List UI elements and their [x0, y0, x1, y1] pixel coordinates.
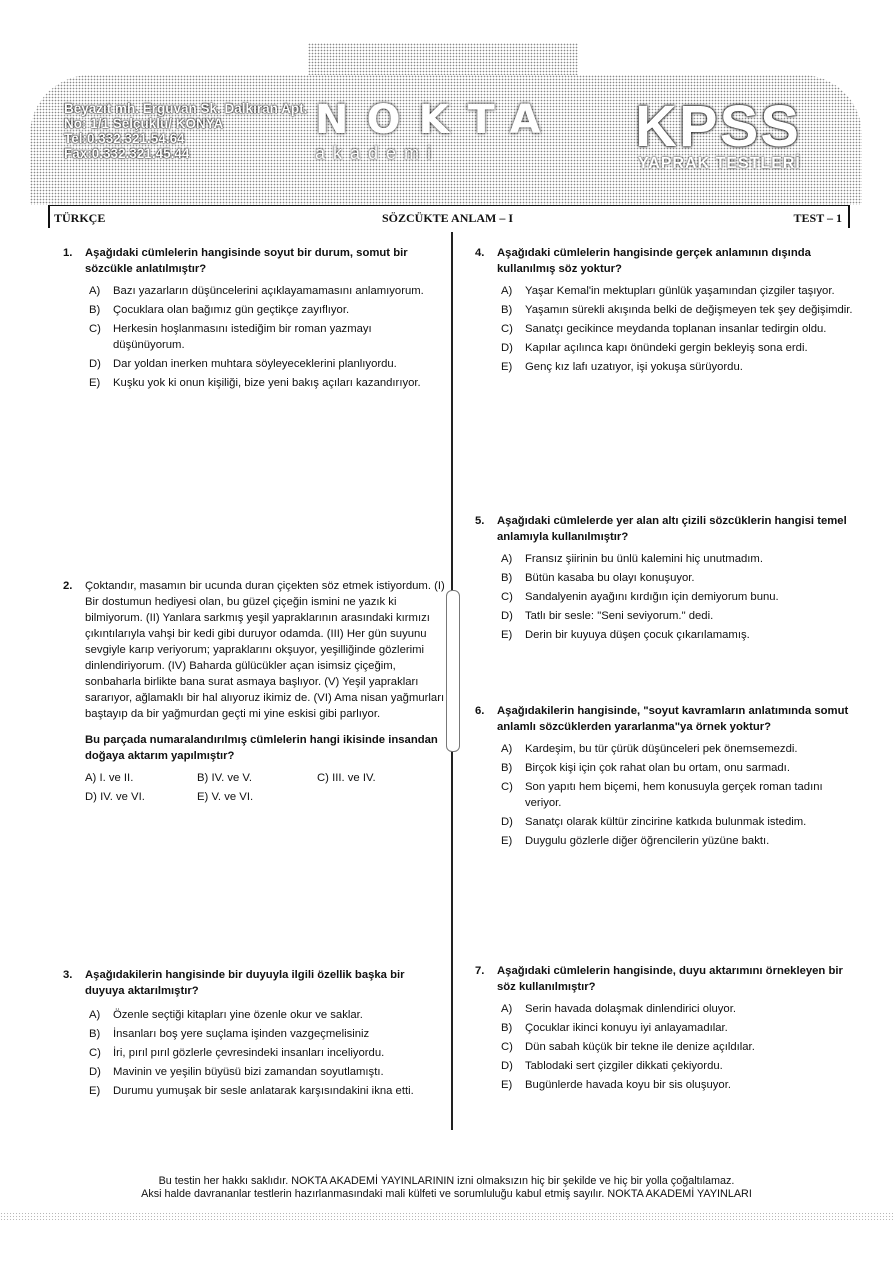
option-d[interactable] [497, 1058, 857, 1074]
option-letter: A) [85, 772, 97, 784]
question-7 [467, 963, 857, 1093]
option-letter: A) [501, 743, 513, 755]
footer-line-2: Aksi halde davrananlar testlerin hazırlanmasındaki mali külfeti ve sorumluluğu kabul etmiş sayılır. NOKTA AKADEMİ YAYINLARI [141, 1188, 752, 1200]
question-2 [55, 578, 445, 805]
question-stem: Aşağıdaki cümlelerin hangisinde gerçek anlamının dışında kullanılmış söz yoktur? [497, 247, 811, 275]
option-letter: E) [197, 791, 209, 803]
question-number: 7. [475, 965, 485, 977]
option-letter: D) [89, 1066, 101, 1078]
footer-line-1: Bu testin her hakkı saklıdır. NOKTA AKADEMİ YAYINLARININ izni olmaksızın hiç bir şekilde ve hiç bir yolla çoğaltılamaz. [158, 1175, 735, 1187]
option-letter: C) [501, 781, 513, 793]
question-paragraph: Çoktandır, masamın bir ucunda duran çiçekten söz etmek istiyordum. (I) Bir dostumun hediyesi olan, bu güzel çiçeğin ismini ne yazık ki bilmiyorum. (II) Yanlara sarkmış yeşil yapraklarının arasındaki kırmızı çıkıntılarıyla vahşi bir kedi gibi duruyor odamda. (III) Her gün suyunu sevgiyle karıp veriyorum; yapraklarını okşuyor, yeşilliğinde gözlerimi dinlendiriyorum. (IV) Baharda gülücükler açan isimsiz çiçeğim, sonbaharla birlikte bana surat asmaya başlıyor. (V) Yeşil yaprakları sararıyor, ağlamaklı bir hal alıyoruz ikimiz de. (VI) Ama nisan yağmurları baştayıp da bir yağmurdan geçti mi yine eskisi gibi parlıyor. [85, 580, 445, 720]
copyright-footer [0, 1175, 893, 1201]
question-number: 2. [63, 580, 73, 592]
option-text: Son yapıtı hem biçemi, hem konusuyla gerçek roman tadını veriyor. [525, 781, 823, 809]
option-letter: D) [89, 358, 101, 370]
option-letter: D) [501, 816, 513, 828]
option-letter: B) [501, 1022, 513, 1034]
option-e[interactable] [497, 627, 857, 643]
option-b[interactable] [197, 770, 317, 786]
option-e[interactable] [497, 359, 857, 375]
nokta-logo-subtitle: akademi [315, 143, 440, 163]
option-e[interactable] [497, 1077, 857, 1093]
option-letter: B) [89, 304, 101, 316]
divider-ornament [446, 590, 460, 752]
option-c[interactable] [85, 321, 445, 353]
subject-label: TÜRKÇE [54, 211, 106, 225]
option-text: Özenle seçtiği kitapları yine özenle okur ve saklar. [113, 1009, 363, 1021]
question-stem: Aşağıdakilerin hangisinde, "soyut kavramların anlatımında somut anlamlı sözcüklerden yararlanma"ya örnek yoktur? [497, 705, 849, 733]
option-c[interactable] [497, 1039, 857, 1055]
option-letter: C) [501, 1041, 513, 1053]
option-a[interactable] [497, 741, 857, 757]
option-c[interactable] [497, 779, 857, 811]
option-text: Tablodaki sert çizgiler dikkati çekiyordu. [525, 1060, 723, 1072]
option-text: Çocuklara olan bağımız gün geçtikçe zayıflıyor. [113, 304, 350, 316]
option-d[interactable] [85, 356, 445, 372]
option-text: Sanatçı olarak kültür zincirine katkıda bulunmak istedim. [525, 816, 807, 828]
option-b[interactable] [497, 570, 857, 586]
option-text: III. ve IV. [332, 772, 376, 784]
question-3 [55, 967, 445, 1099]
option-c[interactable] [497, 321, 857, 337]
test-title-bar [48, 205, 850, 228]
option-text: Serin havada dolaşmak dinlendirici oluyor. [525, 1003, 736, 1015]
option-e[interactable] [497, 833, 857, 849]
option-a[interactable] [497, 283, 857, 299]
option-text: Duygulu gözlerle diğer öğrencilerin yüzüne baktı. [525, 835, 770, 847]
option-text: Kuşku yok ki onun kişiliği, bize yeni bakış açıları kazandırıyor. [113, 377, 421, 389]
option-b[interactable] [85, 302, 445, 318]
question-number: 3. [63, 969, 73, 981]
option-d[interactable] [497, 340, 857, 356]
option-letter: B) [501, 762, 513, 774]
option-letter: C) [501, 591, 513, 603]
question-stem: Bu parçada numaralandırılmış cümlelerin hangi ikisinde insandan doğaya aktarım yapılmıştır? [85, 734, 438, 762]
option-d[interactable] [85, 789, 197, 805]
option-text: İri, pırıl pırıl gözlerle çevresindeki insanları inceliyordu. [113, 1047, 385, 1059]
option-a[interactable] [85, 770, 197, 786]
footer-dotted-strip [0, 1212, 893, 1220]
option-e[interactable] [85, 375, 445, 391]
option-text: V. ve VI. [211, 791, 254, 803]
publisher-contact [64, 101, 307, 161]
option-text: Bazı yazarların düşüncelerini açıklayamamasını anlamıyorum. [113, 285, 424, 297]
option-letter: C) [89, 323, 101, 335]
option-d[interactable] [85, 1064, 445, 1080]
option-a[interactable] [497, 551, 857, 567]
option-text: Dün sabah küçük bir tekne ile denize açıldılar. [525, 1041, 755, 1053]
question-stem: Aşağıdaki cümlelerde yer alan altı çizili sözcüklerin hangisi temel anlamıyla kullanılmıştır? [497, 515, 847, 543]
option-a[interactable] [497, 1001, 857, 1017]
option-text: Çocuklar ikinci konuyu iyi anlayamadılar. [525, 1022, 728, 1034]
question-number: 1. [63, 247, 73, 259]
option-c[interactable] [317, 770, 437, 786]
option-text: IV. ve VI. [100, 791, 145, 803]
option-e[interactable] [197, 789, 317, 805]
option-b[interactable] [497, 760, 857, 776]
option-text: Bütün kasaba bu olayı konuşuyor. [525, 572, 695, 584]
question-number: 5. [475, 515, 485, 527]
option-letter: D) [501, 1060, 513, 1072]
option-letter: B) [501, 572, 513, 584]
publisher-address-line1: Beyazıt mh. Erguvan Sk. Dalkıran Apt. [64, 101, 308, 116]
option-letter: A) [501, 1003, 513, 1015]
option-text: I. ve II. [99, 772, 134, 784]
option-letter: E) [501, 629, 513, 641]
option-text: Tatlı bir sesle: "Seni seviyorum." dedi. [525, 610, 714, 622]
question-stem: Aşağıdaki cümlelerin hangisinde, duyu aktarımını örnekleyen bir söz kullanılmıştır? [497, 965, 843, 993]
option-letter: A) [501, 553, 513, 565]
option-c[interactable] [85, 1045, 445, 1061]
option-e[interactable] [85, 1083, 445, 1099]
page-header [30, 35, 862, 205]
question-stem: Aşağıdaki cümlelerin hangisinde soyut bir durum, somut bir sözcükle anlatılmıştır? [85, 247, 408, 275]
question-number: 6. [475, 705, 485, 717]
option-letter: B) [501, 304, 513, 316]
question-5 [467, 513, 857, 643]
option-text: Bugünlerde havada koyu bir sis oluşuyor. [525, 1079, 731, 1091]
option-letter: E) [501, 1079, 513, 1091]
test-topic: SÖZCÜKTE ANLAM – I [382, 211, 514, 225]
option-text: Sandalyenin ayağını kırdığın için demiyorum bunu. [525, 591, 779, 603]
option-letter: A) [501, 285, 513, 297]
option-a[interactable] [85, 283, 445, 299]
question-number: 4. [475, 247, 485, 259]
option-text: Durumu yumuşak bir sesle anlatarak karşısındakini ikna etti. [113, 1085, 414, 1097]
option-letter: E) [89, 1085, 101, 1097]
option-text: Derin bir kuyuya düşen çocuk çıkarılamamış. [525, 629, 750, 641]
option-text: Birçok kişi için çok rahat olan bu ortam, onu sarmadı. [525, 762, 790, 774]
question-stem: Aşağıdakilerin hangisinde bir duyuyla ilgili özellik başka bir duyuya aktarılmıştır? [85, 969, 405, 997]
option-c[interactable] [497, 589, 857, 605]
option-d[interactable] [497, 608, 857, 624]
option-letter: D) [501, 610, 513, 622]
nokta-logo: NOKTA [315, 97, 559, 143]
option-b[interactable] [497, 1020, 857, 1036]
option-text: Kardeşim, bu tür çürük düşünceleri pek önemsemezdi. [525, 743, 798, 755]
option-letter: D) [85, 791, 97, 803]
option-text: Dar yoldan inerken muhtara söyleyeceklerini planlıyordu. [113, 358, 397, 370]
test-number: TEST – 1 [793, 211, 842, 225]
option-text: Genç kız lafı uzatıyor, işi yokuşa sürüyordu. [525, 361, 743, 373]
option-letter: B) [197, 772, 209, 784]
option-letter: C) [317, 772, 329, 784]
option-d[interactable] [497, 814, 857, 830]
publisher-fax: Fax:0.332.321.45.44 [64, 146, 190, 161]
option-text: IV. ve V. [211, 772, 253, 784]
publisher-phone: Tel:0.332.321.54.64 [64, 131, 185, 146]
option-text: Fransız şiirinin bu ünlü kalemini hiç unutmadım. [525, 553, 763, 565]
option-text: Kapılar açılınca kapı önündeki gergin bekleyiş sona erdi. [525, 342, 808, 354]
option-b[interactable] [497, 302, 857, 318]
option-letter: D) [501, 342, 513, 354]
option-letter: A) [89, 285, 101, 297]
option-text: İnsanları boş yere suçlama işinden vazgeçmelisiniz [113, 1028, 370, 1040]
question-4 [467, 245, 857, 375]
question-1 [55, 245, 445, 391]
kpss-brand-subtitle: YAPRAK TESTLERİ [638, 155, 801, 172]
option-letter: B) [89, 1028, 101, 1040]
option-letter: C) [501, 323, 513, 335]
option-a[interactable] [85, 1007, 445, 1023]
option-b[interactable] [85, 1026, 445, 1042]
option-text: Yaşar Kemal'in mektupları günlük yaşamından çizgiler taşıyor. [525, 285, 835, 297]
option-letter: E) [89, 377, 101, 389]
option-text: Herkesin hoşlanmasını istediğim bir roman yazmayı düşünüyorum. [113, 323, 372, 351]
option-letter: C) [89, 1047, 101, 1059]
option-text: Mavinin ve yeşilin büyüsü bizi zamandan soyutlamıştı. [113, 1066, 384, 1078]
question-6 [467, 703, 857, 849]
kpss-brand: KPSS [635, 94, 801, 159]
publisher-address-line2: No: 1/1 Selçuklu/ KONYA [64, 116, 224, 131]
option-text: Sanatçı gecikince meydanda toplanan insanlar tedirgin oldu. [525, 323, 827, 335]
option-letter: E) [501, 835, 513, 847]
option-text: Yaşamın sürekli akışında belki de değişmeyen tek şey değişimdir. [525, 304, 853, 316]
option-letter: E) [501, 361, 513, 373]
option-letter: A) [89, 1009, 101, 1021]
